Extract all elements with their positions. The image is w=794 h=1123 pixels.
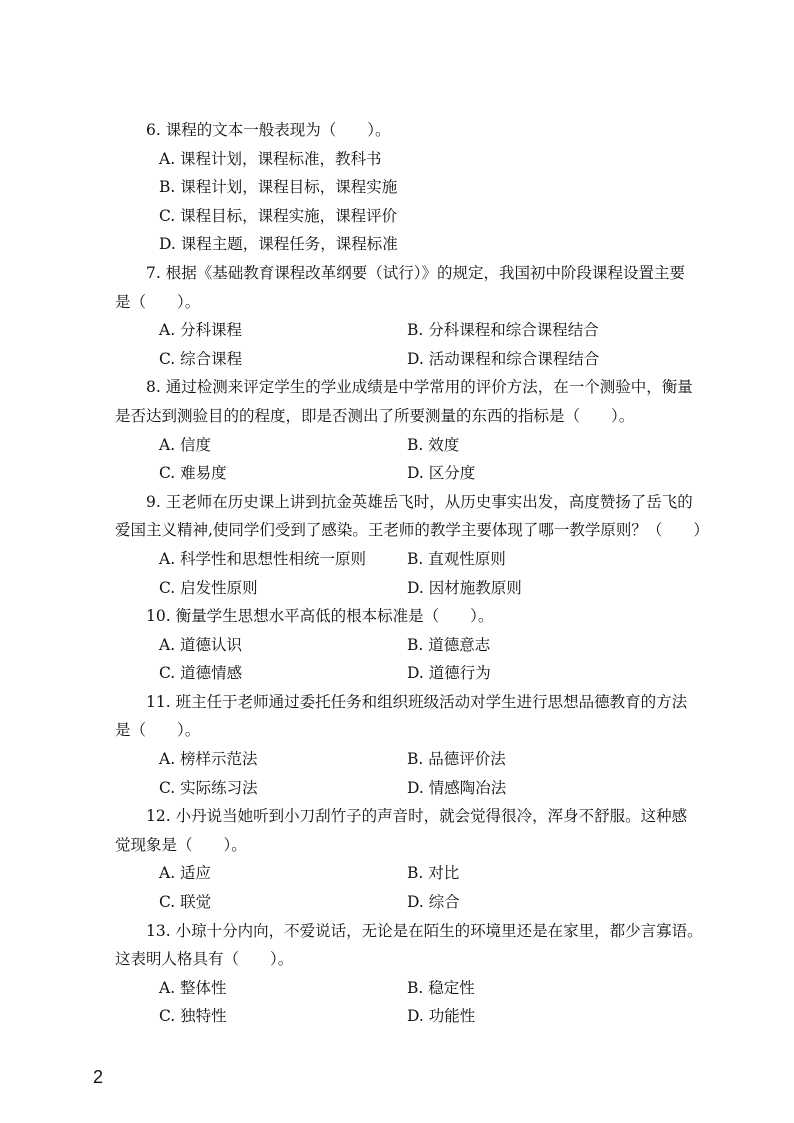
- answer-option: A. 分科课程: [159, 321, 243, 340]
- answer-option: A. 整体性: [159, 978, 227, 997]
- question-8: [115, 373, 720, 487]
- question-stem: 7. 根据《基础教育课程改革纲要（试行）》的规定，我国初中阶段课程设置主要: [146, 263, 685, 282]
- answer-option: A. 课程计划，课程标准，教科书: [159, 149, 382, 168]
- answer-option: D. 道德行为: [407, 664, 491, 683]
- question-stem: 11. 班主任于老师通过委托任务和组织班级活动对学生进行思想品德教育的方法: [146, 692, 688, 711]
- question-stem: 13. 小琼十分内向，不爱说话，无论是在陌生的环境里还是在家里，都少言寡语。: [146, 921, 703, 940]
- answer-option-row: [115, 431, 720, 460]
- answer-option: C. 难易度: [159, 464, 227, 483]
- answer-option: D. 综合: [407, 893, 460, 912]
- answer-option: B. 品德评价法: [407, 750, 506, 769]
- question-stem: 这表明人格具有（ ）。: [115, 950, 294, 969]
- answer-option-row: [115, 774, 720, 803]
- answer-option: D. 功能性: [407, 1007, 476, 1026]
- question-stem: 是（ ）。: [115, 721, 201, 740]
- answer-option: B. 道德意志: [407, 635, 491, 654]
- answer-option-row: [115, 574, 720, 603]
- question-stem: 8. 通过检测来评定学生的学业成绩是中学常用的评价方法，在一个测验中，衡量: [146, 378, 693, 397]
- question-10: [115, 602, 720, 688]
- question-9: [115, 488, 720, 602]
- question-stem: 9. 王老师在历史课上讲到抗金英雄岳飞时，从历史事实出发，高度赞扬了岳飞的: [146, 492, 693, 511]
- answer-option-row: [115, 459, 720, 488]
- question-stem: 6. 课程的文本一般表现为（ ）。: [146, 121, 391, 139]
- answer-option: C. 启发性原则: [159, 578, 258, 597]
- question-stem: 是否达到测验目的的程度，即是否测出了所要测量的东西的指标是（ ）。: [115, 406, 635, 425]
- answer-option-row: [115, 316, 720, 345]
- answer-option: B. 稳定性: [407, 978, 475, 997]
- answer-option: D. 课程主题，课程任务，课程标准: [159, 235, 398, 254]
- question-list: [115, 116, 720, 1031]
- question-12: [115, 802, 720, 916]
- answer-option: A. 榜样示范法: [159, 750, 258, 769]
- answer-option: B. 直观性原则: [407, 549, 506, 568]
- answer-option: C. 道德情感: [159, 664, 243, 683]
- question-6: [115, 116, 720, 259]
- answer-option: D. 因材施教原则: [407, 578, 522, 597]
- question-11: [115, 688, 720, 802]
- answer-option-row: [115, 1002, 720, 1031]
- answer-option: B. 对比: [407, 864, 460, 883]
- answer-option: C. 联觉: [159, 893, 212, 912]
- question-stem: 12. 小丹说当她听到小刀刮竹子的声音时，就会觉得很冷，浑身不舒服。这种感: [146, 807, 688, 826]
- answer-option: B. 分科课程和综合课程结合: [407, 321, 599, 340]
- answer-option: D. 活动课程和综合课程结合: [407, 349, 600, 368]
- answer-option-row: [115, 745, 720, 774]
- answer-option-row: [115, 631, 720, 660]
- answer-option: D. 情感陶冶法: [407, 778, 507, 797]
- answer-option-row: [115, 974, 720, 1003]
- answer-option: D. 区分度: [407, 464, 476, 483]
- answer-option: A. 道德认识: [159, 635, 243, 654]
- answer-option: C. 综合课程: [159, 349, 243, 368]
- answer-option-row: [115, 888, 720, 917]
- answer-option: C. 课程目标，课程实施，课程评价: [159, 206, 398, 225]
- page-number: 2: [93, 1067, 104, 1087]
- answer-option: A. 信度: [159, 435, 212, 454]
- answer-option: C. 独特性: [159, 1007, 227, 1026]
- answer-option-row: [115, 859, 720, 888]
- question-stem: 爱国主义精神,使同学们受到了感染。王老师的教学主要体现了哪一教学原则？（ ）: [115, 521, 709, 540]
- question-7: [115, 259, 720, 373]
- question-13: [115, 917, 720, 1031]
- answer-option: B. 课程计划，课程目标，课程实施: [159, 178, 398, 197]
- answer-option: A. 适应: [159, 864, 212, 883]
- answer-option-row: [115, 345, 720, 374]
- answer-option: C. 实际练习法: [159, 778, 258, 797]
- question-stem: 觉现象是（ ）。: [115, 835, 247, 854]
- answer-option: A. 科学性和思想性相统一原则: [159, 549, 367, 568]
- question-stem: 10. 衡量学生思想水平高低的根本标准是（ ）。: [146, 607, 494, 626]
- question-stem: 是（ ）。: [115, 292, 201, 311]
- answer-option-row: [115, 659, 720, 688]
- answer-option-row: [115, 545, 720, 574]
- answer-option: B. 效度: [407, 435, 460, 454]
